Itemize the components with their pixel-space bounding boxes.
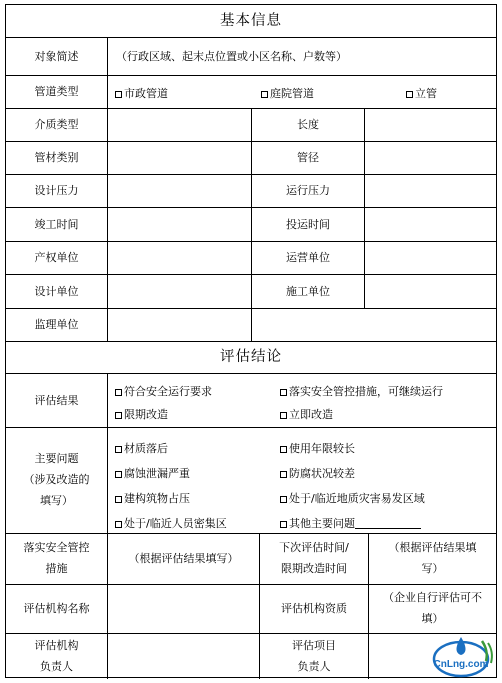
row-pressure	[6, 175, 496, 208]
checkbox-icon[interactable]	[261, 91, 268, 98]
medium-type-value[interactable]	[108, 109, 252, 141]
cnlng-logo	[428, 631, 498, 679]
checkbox-icon[interactable]	[115, 496, 122, 503]
diameter-label: 管径	[252, 142, 365, 174]
agency-head-label: 评估机构 负责人	[6, 634, 108, 679]
issues-label: 主要问题 （涉及改造的 填写）	[6, 428, 108, 533]
result-option-immediate[interactable]: 立即改造	[280, 406, 333, 422]
design-pressure-value[interactable]	[108, 175, 252, 207]
issue-option-material[interactable]: 材质落后	[115, 440, 168, 456]
row-result	[6, 374, 496, 428]
row-measures	[6, 534, 496, 585]
section-title-conclusion: 评估结论	[220, 349, 282, 366]
pipe-type-label: 管道类型	[6, 76, 108, 108]
row-material-diameter	[6, 142, 496, 175]
row-issues	[6, 428, 496, 534]
checkbox-icon[interactable]	[280, 471, 287, 478]
other-issue-blank[interactable]	[355, 518, 421, 529]
checkbox-icon[interactable]	[115, 471, 122, 478]
issue-option-anticorrosion[interactable]: 防腐状况较差	[280, 465, 355, 481]
agency-qual-label: 评估机构资质	[260, 585, 369, 633]
pipe-type-option-municipal[interactable]: 市政管道	[115, 85, 168, 101]
operator-value[interactable]	[365, 242, 496, 274]
pipe-type-option-courtyard[interactable]: 庭院管道	[261, 85, 314, 101]
result-option-compliant[interactable]: 符合安全运行要求	[115, 383, 212, 399]
issue-option-age[interactable]: 使用年限较长	[280, 440, 355, 456]
owner-value[interactable]	[108, 242, 252, 274]
length-value[interactable]	[365, 109, 496, 141]
project-head-label: 评估项目 负责人	[260, 634, 369, 679]
supervisor-value[interactable]	[108, 309, 252, 341]
owner-label: 产权单位	[6, 242, 108, 274]
diameter-value[interactable]	[365, 142, 496, 174]
row-agency	[6, 585, 496, 634]
measures-label: 落实安全管控 措施	[6, 534, 108, 584]
issue-option-other[interactable]: 其他主要问题	[280, 515, 421, 531]
operating-pressure-label: 运行压力	[252, 175, 365, 207]
agency-name-value[interactable]	[108, 585, 260, 633]
assessment-form	[5, 4, 497, 678]
completion-time-label: 竣工时间	[6, 208, 108, 241]
pipe-type-option-riser[interactable]: 立管	[406, 85, 437, 101]
checkbox-icon[interactable]	[280, 521, 287, 528]
commission-time-value[interactable]	[365, 208, 496, 241]
section-header-basic	[6, 5, 496, 38]
checkbox-icon[interactable]	[280, 412, 287, 419]
object-desc-value: （行政区域、起末点位置或小区名称、户数等）	[116, 49, 347, 63]
row-designer-constructor	[6, 275, 496, 309]
issue-option-geohazard[interactable]: 处于/临近地质灾害易发区域	[280, 490, 425, 506]
medium-type-label: 介质类型	[6, 109, 108, 141]
checkbox-icon[interactable]	[115, 389, 122, 396]
checkbox-icon[interactable]	[280, 389, 287, 396]
row-supervisor	[6, 309, 496, 342]
row-owner-operator	[6, 242, 496, 275]
checkbox-icon[interactable]	[280, 446, 287, 453]
agency-qual-value: （企业自行评估可不 填）	[383, 591, 482, 625]
checkbox-icon[interactable]	[115, 412, 122, 419]
designer-value[interactable]	[108, 275, 252, 308]
material-value[interactable]	[108, 142, 252, 174]
operating-pressure-value[interactable]	[365, 175, 496, 207]
issue-option-occupation[interactable]: 建构筑物占压	[115, 490, 190, 506]
completion-time-value[interactable]	[108, 208, 252, 241]
supervisor-blank	[252, 309, 496, 341]
measures-value: （根据评估结果填写）	[108, 534, 260, 584]
section-title-basic: 基本信息	[220, 12, 282, 29]
object-desc-label: 对象简述	[6, 38, 108, 75]
operator-label: 运营单位	[252, 242, 365, 274]
checkbox-icon[interactable]	[115, 446, 122, 453]
checkbox-icon[interactable]	[406, 91, 413, 98]
next-time-label: 下次评估时间/ 限期改造时间	[260, 534, 369, 584]
issue-option-corrosion[interactable]: 腐蚀泄漏严重	[115, 465, 190, 481]
agency-head-value[interactable]	[108, 634, 260, 679]
row-time	[6, 208, 496, 242]
commission-time-label: 投运时间	[252, 208, 365, 241]
next-time-value: （根据评估结果填 写）	[388, 541, 477, 575]
constructor-label: 施工单位	[252, 275, 365, 308]
result-option-deadline[interactable]: 限期改造	[115, 406, 168, 422]
logo-text: CnLng.com	[433, 659, 489, 670]
constructor-value[interactable]	[365, 275, 496, 308]
material-label: 管材类别	[6, 142, 108, 174]
checkbox-icon[interactable]	[280, 496, 287, 503]
row-medium-length	[6, 109, 496, 142]
designer-label: 设计单位	[6, 275, 108, 308]
result-label: 评估结果	[6, 374, 108, 427]
agency-name-label: 评估机构名称	[6, 585, 108, 633]
supervisor-label: 监理单位	[6, 309, 108, 341]
section-header-conclusion	[6, 342, 496, 374]
row-pipe-type	[6, 76, 496, 109]
design-pressure-label: 设计压力	[6, 175, 108, 207]
result-option-continue[interactable]: 落实安全管控措施，可继续运行	[280, 383, 443, 399]
row-heads	[6, 634, 496, 679]
length-label: 长度	[252, 109, 365, 141]
row-object-desc	[6, 38, 496, 76]
issue-option-crowded[interactable]: 处于/临近人员密集区	[115, 515, 227, 531]
checkbox-icon[interactable]	[115, 521, 122, 528]
checkbox-icon[interactable]	[115, 91, 122, 98]
